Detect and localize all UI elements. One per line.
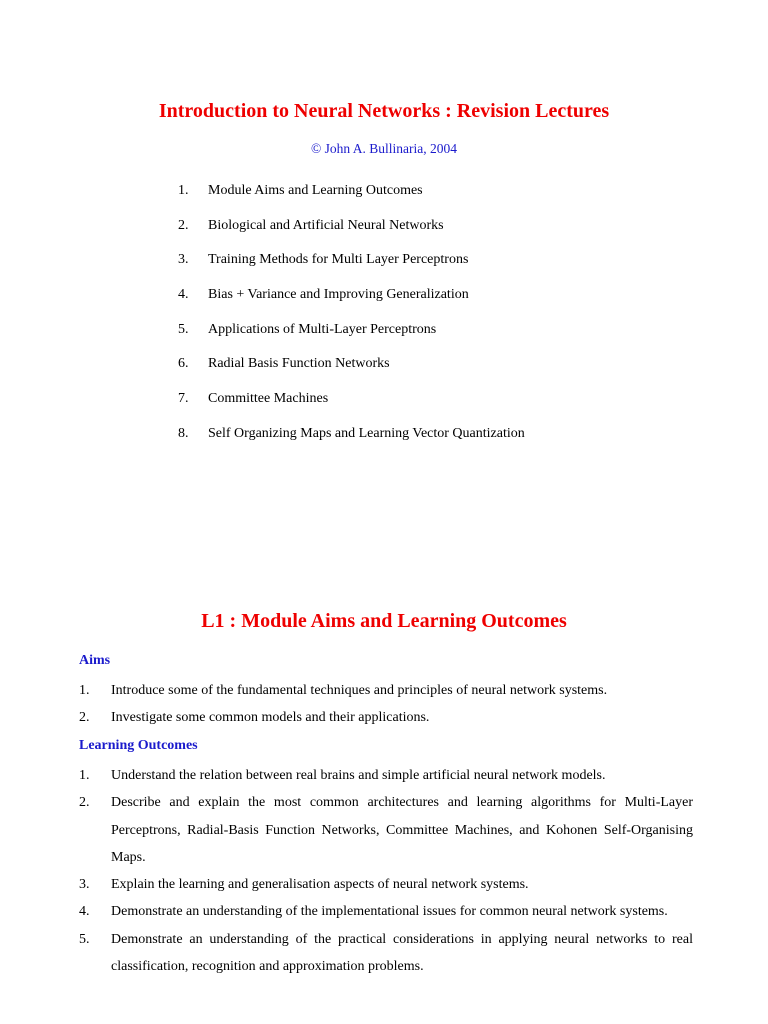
list-item <box>79 898 693 925</box>
list-item-text: Understand the relation between real brains and simple artificial neural network models. <box>111 768 606 783</box>
toc-item-label: Biological and Artificial Neural Networks <box>208 217 444 233</box>
learning-outcomes-list <box>79 762 693 980</box>
toc-item-number: 1. <box>178 183 189 198</box>
toc-item-number: 3. <box>178 252 189 268</box>
toc-item <box>178 285 525 320</box>
list-item-text: Describe and explain the most common architectures and learning algorithms for Multi-Layer Perceptrons, Radial-Basis Function Networks, Committee Machines, and Kohonen Self-Organising Maps. <box>111 795 693 865</box>
section-title: L1 : Module Aims and Learning Outcomes <box>201 610 567 632</box>
list-item-text: Demonstrate an understanding of the practical considerations in applying neural networks to real classification, recognition and approximation problems. <box>111 931 693 975</box>
toc-item-label: Radial Basis Function Networks <box>208 356 390 372</box>
toc-item <box>178 354 525 389</box>
list-item <box>79 871 693 898</box>
toc-item-number: 4. <box>178 287 189 303</box>
toc-item-number: 2. <box>178 217 189 233</box>
list-item-number: 4. <box>79 904 90 920</box>
toc-item <box>178 250 525 285</box>
list-item <box>79 926 693 981</box>
toc-item-label: Bias + Variance and Improving Generalization <box>208 287 469 303</box>
list-item-text: Introduce some of the fundamental techniques and principles of neural network systems. <box>111 683 608 698</box>
page-title: Introduction to Neural Networks : Revision Lectures <box>158 100 610 122</box>
toc-item <box>178 389 525 424</box>
toc-item-label: Self Organizing Maps and Learning Vector Quantization <box>208 425 525 441</box>
toc-item <box>178 424 525 459</box>
list-item <box>79 762 693 789</box>
list-item <box>79 704 693 731</box>
list-item-number: 2. <box>79 795 90 811</box>
list-item-text: Investigate some common models and their applications. <box>111 710 430 726</box>
toc-item <box>178 320 525 355</box>
toc-item <box>178 181 525 216</box>
toc-item-number: 7. <box>178 391 189 407</box>
list-item-number: 2. <box>79 710 90 726</box>
list-item <box>79 677 693 704</box>
learning-outcomes-heading: Learning Outcomes <box>79 738 198 753</box>
list-item-number: 1. <box>79 768 90 783</box>
list-item-text: Demonstrate an understanding of the implementational issues for common neural network systems. <box>111 904 668 920</box>
toc-item-label: Applications of Multi-Layer Perceptrons <box>208 321 437 337</box>
list-item-text: Explain the learning and generalisation aspects of neural network systems. <box>111 877 529 893</box>
list-item <box>79 789 693 871</box>
toc-item-label: Module Aims and Learning Outcomes <box>208 183 423 198</box>
toc-item-label: Training Methods for Multi Layer Perceptrons <box>208 252 469 268</box>
toc-item-number: 5. <box>178 321 189 337</box>
list-item-number: 3. <box>79 877 90 893</box>
table-of-contents <box>178 181 525 459</box>
toc-item <box>178 216 525 251</box>
list-item-number: 1. <box>79 683 90 698</box>
toc-item-number: 6. <box>178 356 189 372</box>
toc-item-number: 8. <box>178 425 189 441</box>
toc-item-label: Committee Machines <box>208 391 329 407</box>
aims-heading: Aims <box>79 653 111 668</box>
aims-list <box>79 677 693 732</box>
copyright-notice: © John A. Bullinaria, 2004 <box>310 141 457 156</box>
list-item-number: 5. <box>79 931 90 947</box>
